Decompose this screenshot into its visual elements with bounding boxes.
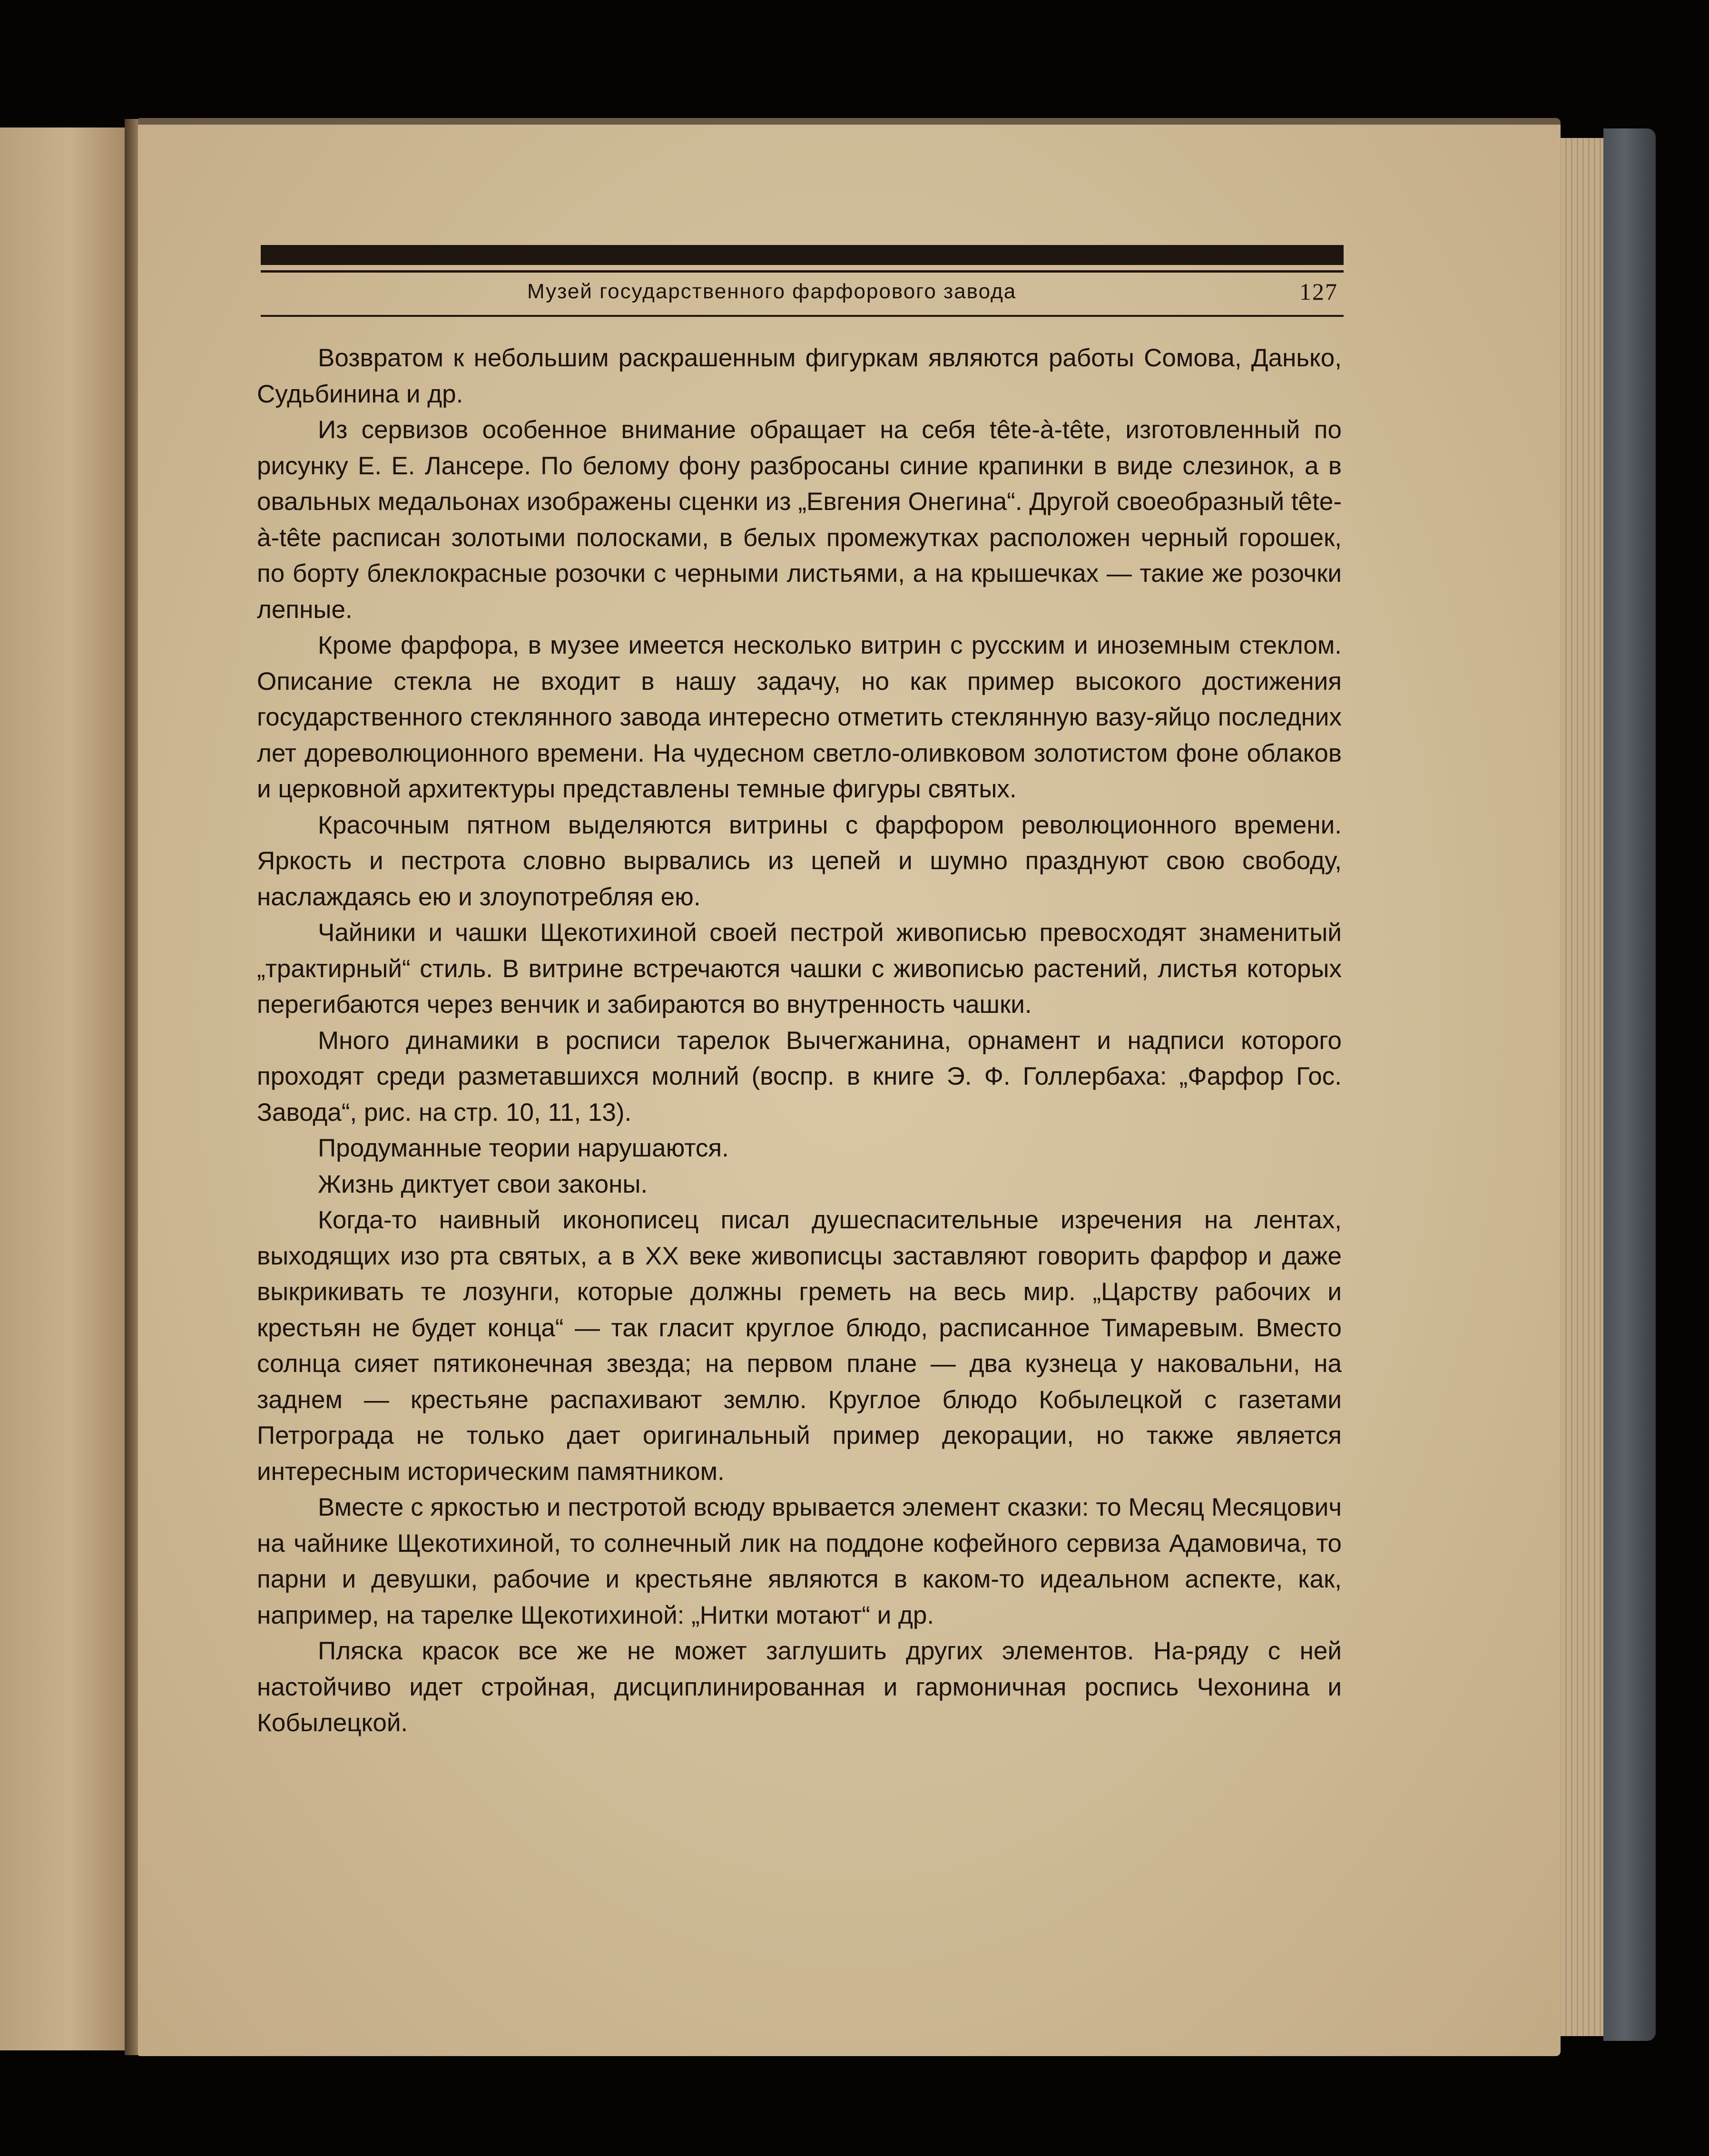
- paragraph: Когда-то наивный иконописец писал душеспасительные изречения на лентах, выходящих изо рта святых, а в XX веке живописцы заставляют говорить фарфор и даже выкрикивать те лозунги, которые должны греметь на весь мир. „Царству рабочих и крестьян не будет конца“ — так гласит круглое блюдо, расписанное Тимаревым. Вместо солнца сияет пятиконечная звезда; на первом плане — два кузнеца у наковальни, на заднем — крестьяне распахивают землю. Круглое блюдо Кобылецкой с газетами Петрограда не только дает оригинальный пример декорации, но также является интересным историческим памятником.: [257, 1206, 1342, 1486]
- paragraph: Возвратом к небольшим раскрашенным фигуркам являются работы Сомова, Данько, Судьбинина и др.: [257, 344, 1342, 408]
- paragraph: Кроме фарфора, в музее имеется несколько витрин с русским и иноземным стеклом. Описание стекла не входит в нашу задачу, но как пример высокого достижения государственного стеклянного завода интересно отметить стеклянную вазу-яйцо последних лет дореволюционного времени. На чудесном светло-оливковом золотистом фоне облаков и церковной архитектуры представлены темные фигуры святых.: [257, 631, 1342, 803]
- running-head: [261, 276, 1344, 309]
- paragraph: Жизнь диктует свои законы.: [318, 1170, 648, 1198]
- running-head-title: Музей государственного фарфорового завода: [527, 280, 1017, 303]
- paragraph: Вместе с яркостью и пестротой всюду врывается элемент сказки: то Месяц Месяцович на чайнике Щекотихиной, то солнечный лик на поддоне кофейного сервиза Адамовича, то парни и девушки, рабочие и крестьяне являются в каком-то идеальном аспекте, как, например, на тарелке Щекотихиной: „Нитки мотают“ и др.: [257, 1493, 1342, 1629]
- paragraph: Чайники и чашки Щекотихиной своей пестрой живописью превосходят знаменитый „трактирный“ стиль. В витрине встречаются чашки с живописью растений, листья которых перегибаются через венчик и забираются во внутренность чашки.: [257, 919, 1342, 1019]
- page-number: 127: [1299, 278, 1338, 305]
- paragraph: Много динамики в росписи тарелок Вычегжанина, орнамент и надписи которого проходят среди разметавшихся молний (воспр. в книге Э. Ф. Голлербаха: „Фарфор Гос. Завода“, рис. на стр. 10, 11, 13).: [257, 1026, 1342, 1127]
- paragraph: Из сервизов особенное внимание обращает на себя tête-à-tête, изготовленный по рисунку Е. Е. Лансере. По белому фону разбросаны синие крапинки в виде слезинок, а в овальных медальонах изображены сценки из „Евгения Онегина“. Другой своеобразный tête-à-tête расписан золотыми полосками, в белых промежутках расположен черный горошек, по борту блеклокрасные розочки с черными листьями, а на крышечках — такие же розочки лепные.: [257, 416, 1342, 624]
- header-thin-rule-top: [261, 270, 1344, 273]
- page-stack-edges: [1556, 138, 1608, 2036]
- body-text: [257, 340, 1342, 1741]
- paragraph: Красочным пятном выделяются витрины с фарфором революционного времени. Яркость и пестрота словно вырвались из цепей и шумно празднуют свою свободу, наслаждаясь ею и злоупотребляя ею.: [257, 811, 1342, 911]
- previous-page-edge: [0, 127, 128, 2050]
- book-cover-edge: [1603, 128, 1656, 2041]
- paragraph: Пляска красок все же не может заглушить других элементов. На-ряду с ней настойчиво идет стройная, дисциплинированная и гармоничная роспись Чехонина и Кобылецкой.: [257, 1637, 1342, 1737]
- paragraph: Продуманные теории нарушаются.: [318, 1134, 729, 1162]
- header-thin-rule-bottom: [261, 315, 1344, 317]
- header-thick-rule: [261, 245, 1344, 265]
